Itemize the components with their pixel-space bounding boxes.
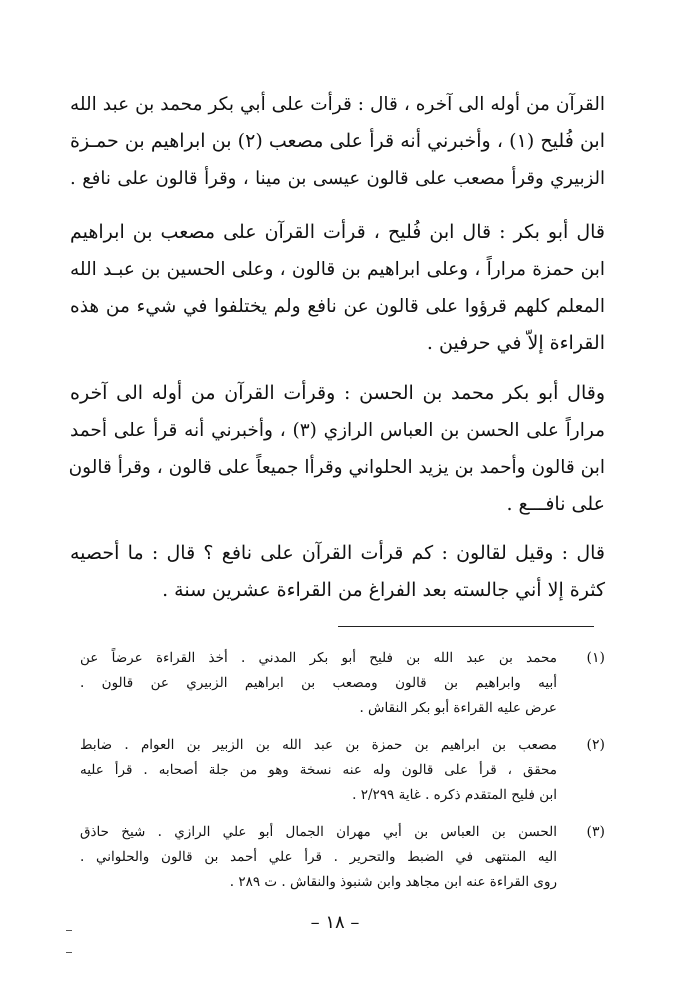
text-line: الزبيري وقرأ مصعب على قالون عيسى بن مينا ، وقرأ قالون على نافع . bbox=[70, 168, 605, 189]
footnote-line: اليه المنتهى في الضبط والتحرير . قرأ علي أحمد بن قالون والحلواني . bbox=[80, 849, 557, 865]
footnote-line: ابن فليح المتقدم ذكره . غاية ٢/٢٩٩ . bbox=[352, 787, 557, 803]
footnote-number: (٢) bbox=[586, 737, 605, 753]
footnote-separator bbox=[338, 626, 594, 627]
body-paragraph-2 bbox=[70, 214, 605, 362]
text-line: قال : وقيل لقالون : كم قرأت القرآن على نافع ؟ قال : ما أحصيه bbox=[70, 542, 605, 564]
footnote-line: روى القراءة عنه ابن مجاهد وابن شنبوذ والنقاش . ت ٢٨٩ . bbox=[229, 874, 557, 890]
text-line: ابن قالون وأحمد بن يزيد الحلواني وقرأا جميعاً على قالون ، وقرأ قالون bbox=[68, 457, 605, 478]
footnote-1 bbox=[80, 646, 605, 721]
footnote-body bbox=[80, 733, 557, 808]
text-line: القرآن من أوله الى آخره ، قال : قرأت على أبي بكر محمد بن عبد الله bbox=[70, 94, 605, 115]
body-paragraph-4 bbox=[70, 535, 605, 609]
footnote-line: مصعب بن ابراهيم بن حمزة بن عبد الله بن الزبير بن العوام . ضابط bbox=[80, 737, 557, 753]
text-line: ابن حمزة مراراً ، وعلى ابراهيم بن قالون ، وعلى الحسين بن عبـد الله bbox=[70, 259, 605, 280]
margin-mark bbox=[66, 952, 72, 953]
footnote-body bbox=[80, 820, 557, 895]
text-line: ابن فُليح (١) ، وأخبرني أنه قرأ على مصعب (٢) بن ابراهيم بن حمـزة bbox=[70, 130, 605, 152]
footnote-line: عرض عليه القراءة أبو بكر النقاش . bbox=[359, 700, 557, 716]
text-line: على نافـــع . bbox=[506, 493, 605, 515]
text-line: كثرة إلا أني جالسته بعد الفراغ من القراءة عشرين سنة . bbox=[162, 579, 605, 601]
footnote-line: أبيه وابراهيم بن قالون ومصعب بن ابراهيم الزبيري عن قالون . bbox=[80, 675, 557, 691]
margin-mark bbox=[66, 930, 72, 931]
text-line: وقال أبو بكر محمد بن الحسن : وقرأت القرآن من أوله الى آخره bbox=[70, 382, 605, 404]
footnote-number: (٣) bbox=[586, 824, 605, 840]
body-paragraph-3 bbox=[70, 375, 605, 523]
text-line: قال أبو بكر : قال ابن فُليح ، قرأت القرآن على مصعب بن ابراهيم bbox=[70, 221, 605, 243]
text-line: مراراً على الحسن بن العباس الرازي (٣) ، وأخبرني أنه قرأ على أحمد bbox=[70, 420, 605, 441]
footnote-line: محمد بن عبد الله بن فليح أبو بكر المدني . أخذ القراءة عرضاً عن bbox=[80, 650, 557, 666]
footnote-3 bbox=[80, 820, 605, 895]
text-line: المعلم كلهم قرؤوا على قالون عن نافع ولم يختلفوا في شيء من هذه bbox=[70, 296, 605, 317]
footnote-number: (١) bbox=[586, 650, 605, 666]
body-paragraph-1 bbox=[70, 86, 605, 197]
footnote-line: الحسن بن العباس بن أبي مهران الجمال أبو علي الرازي . شيخ حاذق bbox=[80, 824, 557, 840]
footnote-body bbox=[80, 646, 557, 721]
footnote-2 bbox=[80, 733, 605, 808]
footnote-line: محقق ، قرأ على قالون وله عنه نسخة وهو من جلة أصحابه . قرأ عليه bbox=[80, 762, 557, 778]
page-number: – ١٨ – bbox=[310, 912, 360, 933]
text-line: القراءة إلاّ في حرفين . bbox=[426, 332, 605, 354]
